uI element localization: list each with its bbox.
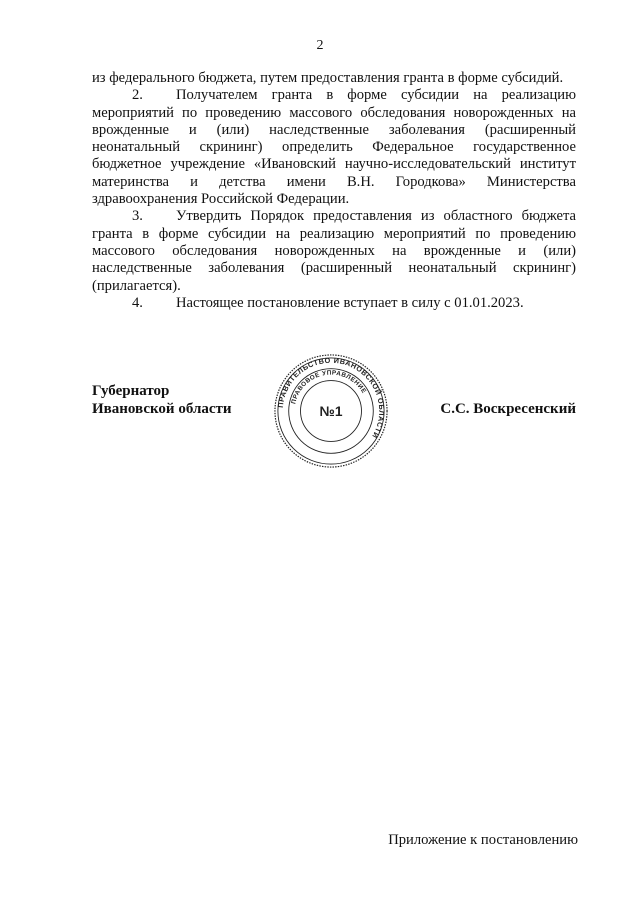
- paragraph-1-continuation: [92, 70, 576, 87]
- paragraph-2-number: 2.: [132, 87, 143, 104]
- paragraph-1-text: из федерального бюджета, путем предоставления гранта в форме субсидий.: [92, 70, 564, 86]
- appendix-caption: Приложение к постановлению: [388, 832, 578, 848]
- official-seal: [272, 352, 390, 470]
- page-number: 2: [316, 38, 324, 53]
- paragraph-4-text: Настоящее постановление вступает в силу с 01.01.2023.: [176, 294, 524, 311]
- seal-graphic: [272, 352, 390, 470]
- paragraph-4-number: 4.: [132, 294, 143, 311]
- paragraph-4: [92, 295, 576, 312]
- paragraph-2-text: Получателем гранта в форме субсидии на реализацию мероприятий по проведению массового обследования новорожденных на врожденные и (или) наследственные заболевания (расширенный неонатальный скрининг) определить Федеральное государственное бюджетное учреждение «Ивановский научно-исследовательский институт материнства и детства имени В.Н. Городкова» Министерства здравоохранения Российской Федерации.: [92, 87, 576, 208]
- seal-center-number: №1: [319, 403, 343, 419]
- paragraph-3-number: 3.: [132, 208, 143, 225]
- signatory-position-line-1: Губернатор: [92, 383, 170, 399]
- signatory-position: [92, 382, 232, 418]
- seal-inner-text: ПРАВОВОЕ УПРАВЛЕНИЕ: [290, 369, 368, 405]
- paragraph-2: [92, 87, 576, 208]
- paragraph-3-text: Утвердить Порядок предоставления из областного бюджета гранта в форме субсидии на реализацию мероприятий по проведению массового обследования новорожденных на врожденные и (или) наследственные заболевания (расширенный неонатальный скрининг) (прилагается).: [92, 208, 576, 294]
- paragraph-3: [92, 208, 576, 294]
- signatory-name: С.С. Воскресенский: [440, 401, 576, 417]
- signatory-position-line-2: Ивановской области: [92, 401, 232, 417]
- seal-outer-text: ПРАВИТЕЛЬСТВО ИВАНОВСКОЙ ОБЛАСТИ: [275, 355, 387, 441]
- document-body: [92, 70, 576, 312]
